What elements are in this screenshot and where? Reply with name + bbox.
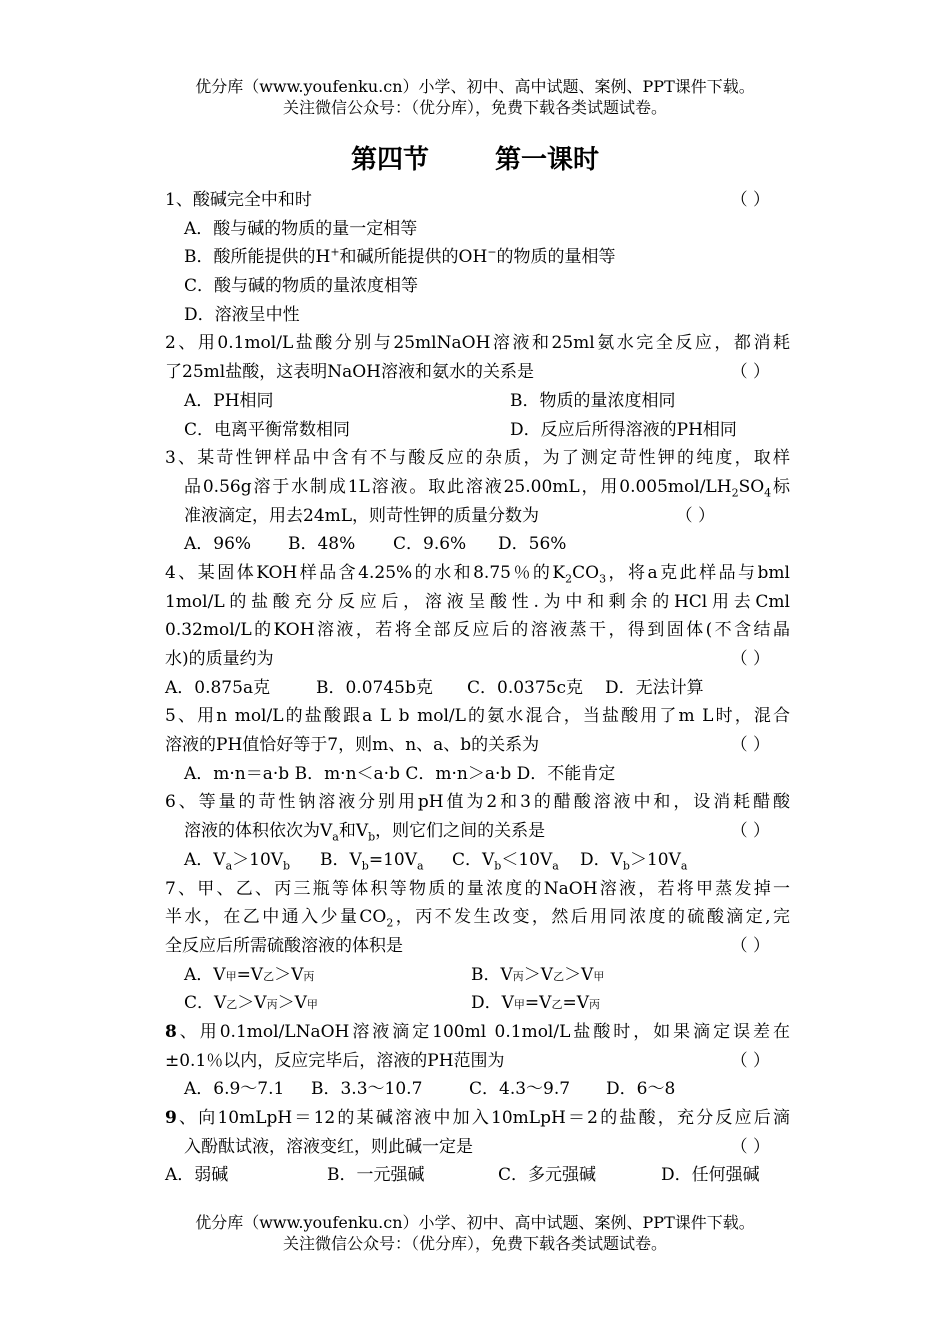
question-1-option-a: A．酸与碱的物质的量一定相等 [184, 218, 418, 239]
title-section: 第四节 [350, 145, 429, 175]
question-7-options-ab [165, 961, 790, 990]
question-6-line-2: 溶液的体积依次为$V_a$和$V_b$，则它们之间的关系是 （ ） [165, 817, 790, 846]
question-1-option-c: C．酸与碱的物质的量浓度相等 [184, 276, 419, 297]
question-3-options [165, 530, 790, 559]
question-2-option-c: C．电离平衡常数相同 [184, 419, 351, 440]
answer-paren: （ ） [675, 505, 715, 526]
answer-paren: （ ） [730, 821, 770, 842]
question-8-option-b: B．3.3～10.7 [311, 1079, 423, 1100]
header-line-1: 优分库（www.youfenku.cn）小学、初中、高中试题、案例、PPT课件下载。 [195, 77, 755, 96]
question-2-option-a: A．PH相同 [184, 390, 274, 411]
question-2-option-d: D．反应后所得溶液的PH相同 [510, 419, 737, 440]
question-2-line-1: 2、用0.1mol/L盐酸分别与25mlNaOH溶液和25ml氨水完全反应，都消耗 [165, 333, 790, 354]
question-2-options-cd [165, 416, 790, 445]
question-1-stem: 1、酸碱完全中和时 （ ） [165, 186, 790, 215]
question-4-options [165, 674, 790, 703]
question-4-line-4: 水)的质量约为 （ ） [165, 645, 790, 674]
question-9-option-a: A．弱碱 [165, 1165, 229, 1186]
question-4-option-d: D．无法计算 [605, 677, 704, 698]
question-8-options [165, 1075, 790, 1104]
question-7-line-3: 全反应后所需硫酸溶液的体积是 （ ） [165, 932, 790, 961]
footer-line-1: 优分库（www.youfenku.cn）小学、初中、高中试题、案例、PPT课件下载。 [195, 1213, 755, 1232]
answer-paren: （ ） [730, 1050, 770, 1071]
question-9-option-d: D．任何强碱 [661, 1165, 760, 1186]
question-8-line-2: ±0.1％以内，反应完毕后，溶液的PH范围为 （ ） [165, 1047, 790, 1076]
question-8-line-1: 8、用0.1mol/LNaOH溶液滴定100ml 0.1mol/L盐酸时，如果滴定误差在 [165, 1021, 790, 1042]
question-7-options-cd [165, 989, 790, 1018]
answer-paren: （ ） [730, 649, 770, 669]
question-4-option-b: B．0.0745b克 [316, 677, 433, 698]
question-7-option-a: A．V甲=V乙＞V丙 [184, 964, 315, 985]
question-8-option-c: C．4.3～9.7 [469, 1079, 571, 1100]
question-5-options: A．m·n＝a·b B．m·n＜a·b C．m·n＞a·b D．不能肯定 [184, 763, 616, 784]
question-3-option-b: B．48% [288, 534, 356, 555]
question-9-option-c: C．多元强碱 [498, 1165, 597, 1186]
question-6-line-1: 6、等量的苛性钠溶液分别用pH值为2和3的醋酸溶液中和，设消耗醋酸 [165, 792, 790, 813]
page-title [0, 142, 950, 178]
question-7-line-1: 7、甲、乙、丙三瓶等体积等物质的量浓度的NaOH溶液，若将甲蒸发掉一 [165, 878, 790, 899]
question-9-option-b: B．一元强碱 [327, 1165, 425, 1186]
question-7-option-c: C．V乙＞V丙＞V甲 [184, 993, 318, 1014]
header-line-2: 关注微信公众号：（优分库），免费下载各类试题试卷。 [282, 98, 667, 117]
question-list [165, 186, 790, 1190]
question-7-option-b: B．V丙＞V乙＞V甲 [471, 964, 605, 985]
question-5-line-1: 5、用n mol/L的盐酸跟a L b mol/L的氨水混合，当盐酸用了m L时，混合 [165, 706, 790, 727]
title-lesson: 第一课时 [495, 145, 600, 175]
question-6-option-d: D．$V_b>10V_a$ [580, 849, 688, 873]
answer-paren: （ ） [730, 935, 770, 956]
answer-paren: （ ） [730, 190, 770, 210]
question-2-line-2: 了25ml盐酸，这表明NaOH溶液和氨水的关系是 （ ） [165, 358, 790, 387]
answer-paren: （ ） [730, 1136, 770, 1157]
page-footer [0, 1212, 950, 1254]
question-6-options [165, 846, 790, 875]
question-6-option-b: B．$V_b=10V_a$ [320, 849, 424, 873]
question-4-line-1: 4、某固体KOH样品含4.25%的水和8.75％的$K_2CO_3$，将a克此样品与bml [165, 562, 790, 586]
question-7-option-d: D．V甲=V乙=V丙 [471, 993, 600, 1014]
question-2-option-b: B．物质的量浓度相同 [510, 390, 676, 411]
question-8-option-a: A．6.9～7.1 [184, 1079, 285, 1100]
answer-paren: （ ） [730, 735, 770, 756]
question-7-line-2: 半水，在乙中通入少量$CO_2$，丙不发生改变，然后用同浓度的硫酸滴定,完 [165, 907, 791, 930]
question-3-option-d: D．56% [498, 534, 567, 555]
question-9-options [165, 1161, 790, 1190]
question-4-line-3: 0.32mol/L的KOH溶液，若将全部反应后的溶液蒸干，得到固体(不含结晶 [165, 620, 790, 641]
question-3-line-3: 准液滴定，用去24mL，则苛性钾的质量分数为 （ ） [165, 502, 790, 531]
question-6-option-c: C．$V_b<10V_a$ [452, 849, 559, 873]
question-4-line-2: 1mol/L的盐酸充分反应后，溶液呈酸性.为中和剩余的HCl用去Cml [165, 591, 790, 612]
question-9-line-1: 9、向10mLpH＝12的某碱溶液中加入10mLpH＝2的盐酸，充分反应后滴 [165, 1108, 790, 1128]
question-3-line-1: 3、某苛性钾样品中含有不与酸反应的杂质，为了测定苛性钾的纯度，取样 [165, 448, 790, 469]
question-1-option-d: D．溶液呈中性 [184, 304, 300, 325]
question-1-option-b: B．酸所能提供的H+和碱所能提供的OH−的物质的量相等 [184, 245, 616, 268]
question-4-option-c: C．0.0375c克 [467, 677, 584, 698]
question-9-line-2: 入酚酞试液，溶液变红，则此碱一定是 （ ） [165, 1133, 790, 1162]
footer-line-2: 关注微信公众号：（优分库），免费下载各类试题试卷。 [282, 1234, 667, 1253]
question-5-line-2: 溶液的PH值恰好等于7，则m、n、a、b的关系为 （ ） [165, 731, 790, 760]
question-2-options-ab [165, 387, 790, 416]
page-header [0, 76, 950, 118]
answer-paren: （ ） [730, 362, 770, 383]
question-8-option-d: D．6～8 [606, 1079, 676, 1100]
question-3-line-2: 品0.56g溶于水制成1L溶液。取此溶液25.00mL，用$0.005mol/LH_2SO_4$标 [184, 476, 791, 500]
question-6-option-a: A．$V_a>10V_b$ [184, 849, 291, 873]
question-4-option-a: A．0.875a克 [165, 677, 271, 698]
question-3-option-a: A．96% [184, 534, 252, 555]
question-3-option-c: C．9.6% [393, 534, 467, 555]
